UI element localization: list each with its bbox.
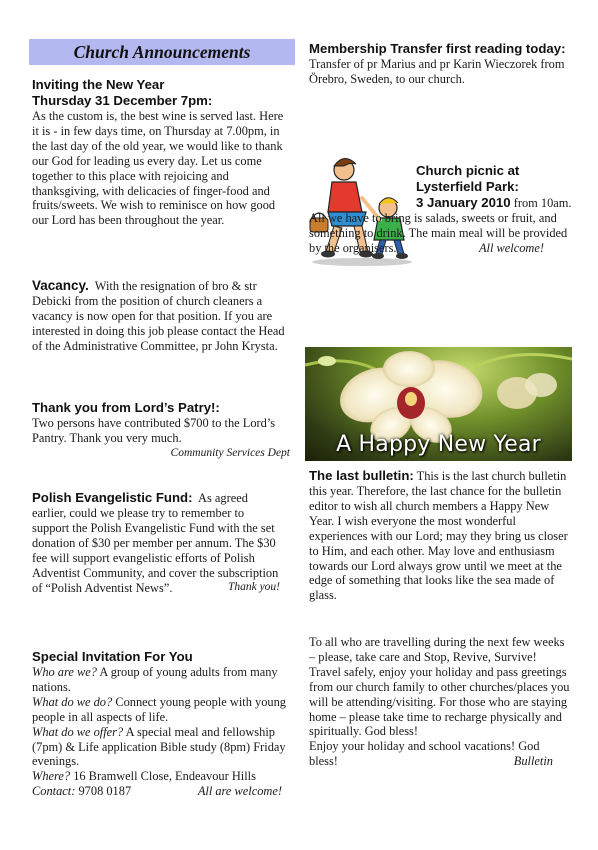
invitation-q2: What do we do?	[32, 694, 113, 709]
fund-heading: Polish Evangelistic Fund:	[32, 490, 193, 505]
new-year-date: Thursday 31 December 7pm:	[32, 93, 213, 108]
thanks-body: Two persons have contributed $700 to the Lord’s Pantry. Thank you very much.	[32, 416, 276, 445]
vacancy-body: With the resignation of bro & str Debicki from the position of church cleaners a vacancy is now open for that position. If you are interested in doing this job please contact the Head of the Administrative Committee, pr John Krysta.	[32, 279, 285, 353]
invitation-a5: 9708 0187	[78, 784, 132, 799]
invitation-a2: Connect young people with young people in all aspects of life.	[32, 694, 287, 724]
bulletin-signature: Bulletin	[513, 754, 553, 769]
invitation-q3: What do we offer?	[32, 724, 124, 739]
photo-caption: A Happy New Year	[336, 432, 541, 457]
invitation-q1: Who are we?	[32, 665, 97, 679]
invitation-a4: 16 Bramwell Close, Endeavour Hills	[73, 769, 256, 784]
new-year-heading: Inviting the New Year	[32, 77, 165, 92]
vacancy-section	[32, 279, 290, 354]
bulletin-heading: The last bulletin:	[309, 468, 414, 483]
bulletin-body: This is the last church bulletin this year. Therefore, the last chance for the bulletin editor to wish all church members a Happy New Year. I wish everyone the most wonderful experiences with our Lord; may they bring us closer to Him, and each other. May love and enthusiasm towards our Lord always grow until we meet at the edge of something that looks like the sea made of glass.	[309, 469, 568, 603]
invitation-q4: Where?	[32, 769, 71, 784]
vacancy-heading: Vacancy.	[32, 278, 89, 293]
invitation-welcome: All are welcome!	[197, 784, 282, 799]
picnic-body: from 10am. All we have to bring is salads, sweets or fruit, and something to drink. The main meal will be provided by the organisers.	[309, 196, 572, 255]
invitation-section	[32, 649, 290, 799]
membership-section	[309, 41, 571, 87]
invitation-heading: Special Invitation For You	[32, 649, 193, 664]
new-year-section	[32, 77, 290, 228]
membership-heading: Membership Transfer first reading today:	[309, 41, 566, 56]
announcements-banner: Church Announcements	[29, 39, 295, 65]
invitation-q5: Contact:	[32, 784, 76, 799]
orchid-new-year-photo	[305, 347, 572, 461]
picnic-details	[309, 195, 572, 256]
thanks-signature: Community Services Dept	[170, 446, 290, 459]
membership-body: Transfer of pr Marius and pr Karin Wieczorek from Örebro, Sweden, to our church.	[309, 57, 565, 86]
fund-section	[32, 490, 280, 595]
picnic-location: Lysterfield Park:	[416, 179, 519, 194]
bulletin-section	[309, 468, 571, 603]
invitation-a3: A special meal and fellowship (7pm) & Life application Bible study (8pm) Friday evenings.	[32, 724, 286, 769]
picnic-section	[416, 163, 571, 195]
picnic-welcome: All welcome!	[478, 240, 544, 255]
travel-section	[309, 635, 571, 769]
thanks-heading: Thank you from Lord’s Patry!:	[32, 400, 220, 415]
fund-signature: Thank you!	[227, 581, 280, 594]
new-year-body: As the custom is, the best wine is served last. Here it is - in few days time, on Thursday at 7.00pm, in the last day of the old year, we would like to thank our God for leading us every day. Let us come together to this place with rejoicing and thanksgiving, with delicacies of finger-food and fruits/sweets. We wish to reminisce on how good our Lord has been throughout the year.	[32, 109, 284, 228]
travel-closing: Enjoy your holiday and school vacations! God bless!	[309, 739, 540, 769]
fund-body: As agreed earlier, could we please try to remember to support the Polish Evangelistic Fund with the set donation of $30 per member per annum. The $30 fee will support evangelistic efforts of Polish Adventist Community, and cover the subscription of “Polish Adventist News”.	[32, 491, 279, 595]
travel-body: To all who are travelling during the next few weeks – please, take care and Stop, Revive, Survive! Travel safely, enjoy your holiday and pass greetings from our church family to other churches/places you will be attending/visiting. For those who are staying home – please take time to recharge physically and spiritually. God bless!	[309, 635, 570, 739]
picnic-heading: Church picnic at	[416, 163, 520, 178]
picnic-date: 3 January 2010	[416, 195, 511, 210]
invitation-a1: A group of young adults from many nations.	[32, 665, 278, 694]
thanks-section	[32, 400, 290, 461]
